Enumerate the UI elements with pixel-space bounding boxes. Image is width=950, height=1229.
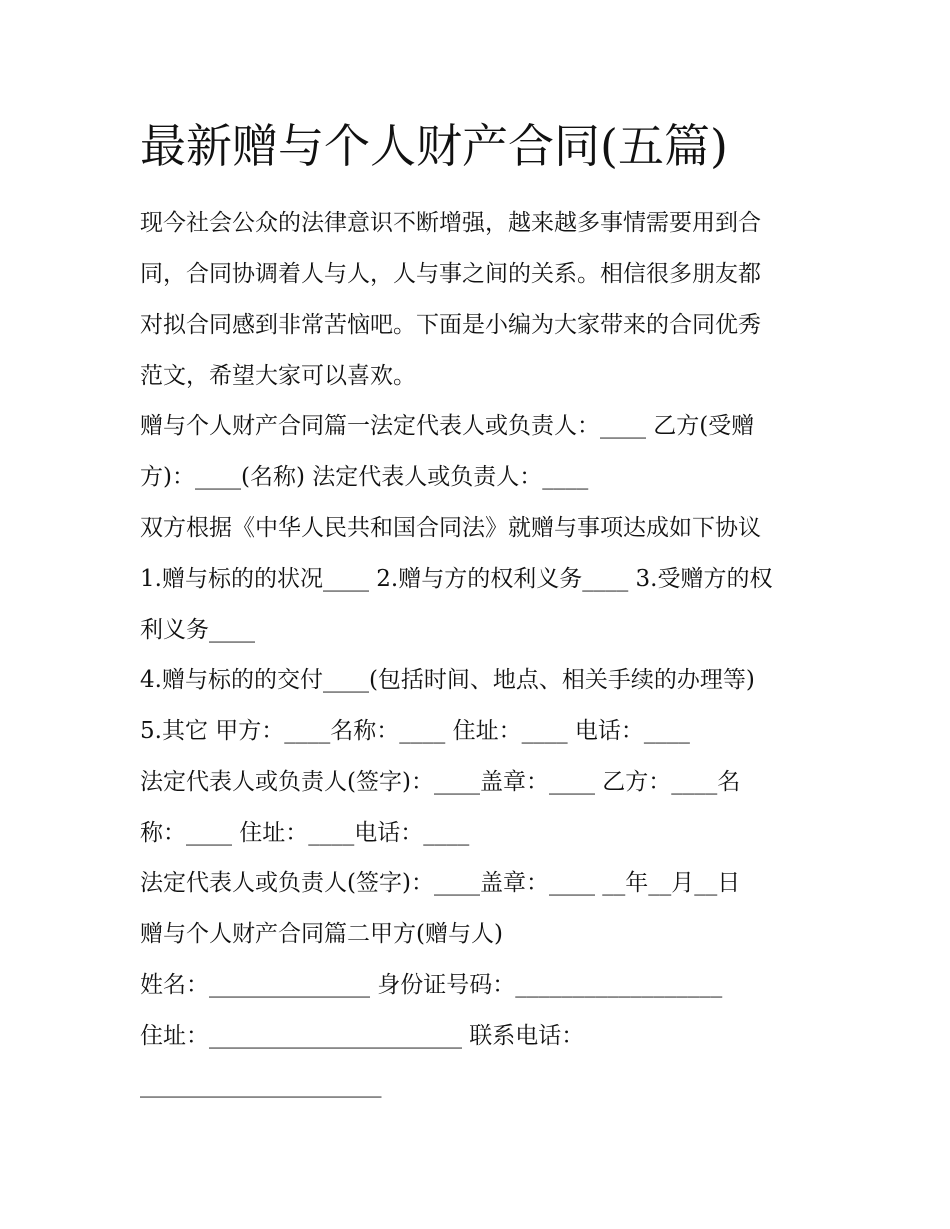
clause-line-1: 1.赠与标的的状况____ 2.赠与方的权利义务____ 3.受赠方的权 [140, 566, 773, 592]
agreement-intro-line: 双方根据《中华人民共和国合同法》就赠与事项达成如下协议 [140, 515, 761, 541]
contract-one-party-line: 方)：____(名称) 法定代表人或负责人：____ [140, 464, 589, 490]
intro-line-3: 对拟合同感到非常苦恼吧。下面是小编为大家带来的合同优秀 [140, 312, 761, 338]
contract-two-heading-line: 赠与个人财产合同篇二甲方(赠与人) [140, 921, 503, 947]
address-phone-line: 住址：______________________ 联系电话： [140, 1023, 585, 1049]
signature-line-1: 法定代表人或负责人(签字)：____盖章：____ 乙方：____名 [140, 769, 741, 795]
name-id-line: 姓名：______________ 身份证号码：__________________ [140, 972, 723, 998]
intro-line-1: 现今社会公众的法律意识不断增强，越来越多事情需要用到合 [140, 210, 761, 236]
document-title: 最新赠与个人财产合同(五篇) [140, 119, 728, 173]
clause-line-3: 4.赠与标的的交付____(包括时间、地点、相关手续的办理等) [140, 667, 755, 693]
signature-date-line: 法定代表人或负责人(签字)：____盖章：____ __年__月__日 [140, 870, 741, 896]
party-b-info-line: 称：____ 住址：____电话：____ [140, 820, 470, 846]
intro-line-2: 同，合同协调着人与人，人与事之间的关系。相信很多朋友都 [140, 261, 761, 287]
intro-line-4: 范文，希望大家可以喜欢。 [140, 363, 416, 389]
contract-one-heading-line: 赠与个人财产合同篇一法定代表人或负责人：____ 乙方(受赠 [140, 413, 755, 439]
clause-line-2: 利义务____ [140, 617, 255, 643]
phone-blank-line: _____________________ [140, 1072, 382, 1098]
party-a-info-line: 5.其它 甲方：____名称：____ 住址：____ 电话：____ [140, 718, 690, 744]
